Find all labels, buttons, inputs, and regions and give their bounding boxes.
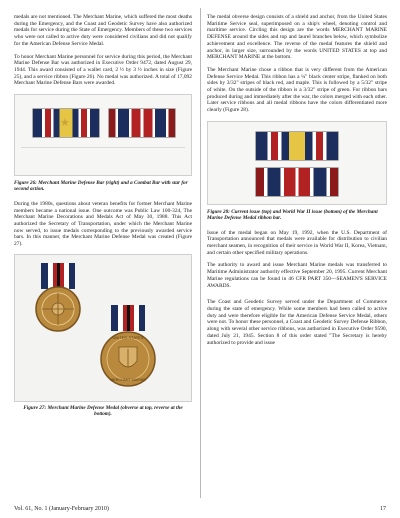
figure-28-ribbons bbox=[207, 121, 387, 205]
current-issue-ribbon bbox=[256, 132, 338, 160]
column-divider bbox=[200, 8, 201, 498]
right-paragraph-4: The authority to award and issue Merchant Marine medals was transferred to Maritime Administrator authority effective September 20, 1995. Current Merchant Marine regulations can be found in 46 CFR PART 350—SEAMEN'S SERVICE AWARDS. bbox=[207, 262, 387, 289]
right-paragraph-3: Issue of the medal began on May 19, 1992, when the U.S. Department of Transportation announced that medals were available for distribution to civilian merchant seamen, in recognition of their service in World War II, Korea, Vietnam, and certain other specified military operations. bbox=[207, 229, 387, 256]
reverse-bottom-text: MERCHANT MARINE bbox=[110, 377, 146, 382]
obverse-medal bbox=[36, 263, 80, 331]
defense-bar-ribbon bbox=[109, 109, 175, 137]
figure-26-caption: Figure 26: Merchant Marine Defense Bar (right) and a Combat Bar with star for second action. bbox=[14, 180, 188, 193]
right-paragraph-2: The Merchant Marine chose a ribbon that is very different from the American Defense Service Medal. This ribbon has a ¼" black center stripe, flanked on both sides by 3/32" stripes of black red, and maple. This is followed by a 5/32" stripe of white. On the outside of the ribbon is a 3/32" stripe of green. For ribbon bars produced during and immediately after the war, the colors merged with each other. Later service ribbons and all medal ribbons have the colors differentiated more clearly (Figure 28). bbox=[207, 66, 387, 114]
figure-27-caption: Figure 27: Merchant Marine Defense Medal (obverse at top, reverse at the bottom). bbox=[23, 404, 183, 418]
page-number: 17 bbox=[380, 506, 386, 512]
right-column bbox=[207, 0, 387, 346]
figure-28-caption: Figure 28: Current issue (top) and World War II issue (bottom) of the Merchant Marine Defense Medal ribbon bar. bbox=[207, 208, 378, 222]
reverse-medal bbox=[101, 305, 155, 386]
medal-illustration bbox=[15, 255, 191, 401]
right-paragraph-1: The medal obverse design consists of a shield and anchor, from the United States Maritime Service seal, superimposed on a ship's wheel, denoting control and maritime service. Circling this design are the words MERCHANT MARINE DEFENSE around the sides and top and laurel branches below, which symbolize achievement and excellence. The reverse of the medal features the shield and anchor, in larger size, surrounded by the words UNITED STATES at top and MERCHANT MARINE at the bottom. bbox=[207, 14, 387, 61]
left-paragraph-1: medals are not mentioned. The Merchant Marine, which suffered the most deaths during the Emergency, and the Coast and Geodetic Survey have also authorized medals for service during the State of Emergency. Members of these two services who were not called to active duty were considered civilians and did not qualify for the American Defense Service Medal. bbox=[14, 14, 192, 47]
figure-26-ribbons bbox=[14, 94, 192, 176]
left-paragraph-3: During the 1980s, questions about veteran benefits for former Merchant Marine members became a national issue. One outcome was Public Law 100-324, The Merchant Marine Decorations and Medals Act of May 30, 1988. This Act authorized the Secretary of Transportation, under which the Merchant Marine now served, to issue medals corresponding to the previously awarded service bars. In this manner, the Merchant Marine Defense Medal was created (Figure 27). bbox=[14, 200, 192, 248]
footer-volume: Vol. 61, No. 1 (January-February 2010) bbox=[14, 506, 109, 512]
star-icon: ★ bbox=[60, 116, 70, 130]
left-column bbox=[14, 0, 192, 418]
right-paragraph-5: The Coast and Geodetic Survey served under the Department of Commerce during the state of emergency. While some members had been called to active duty and were therefore eligible for the American Defense Service Medal, others were not. To honor these personnel, a Coast and Geodetic Survey Defense Ribbon, along with several other service ribbons, was authorized in Executive Order 9590, dated July 21, 1945. Section 8 of this order stated "The Secretary is hereby authorized to provide and issue bbox=[207, 299, 387, 346]
figure-27-medals bbox=[14, 254, 192, 402]
wwii-issue-ribbon bbox=[256, 168, 338, 196]
figure-divider bbox=[21, 147, 185, 148]
reverse-top-text: UNITED STATES bbox=[112, 334, 144, 340]
left-paragraph-2: To honor Merchant Marine personnel for service during this period, the Merchant Marine Defense Bar was authorized in Executive Order 9472, dated August 29, 1944. This award consisted of a wallet card, 2 ½ by 3 ½ inches in size (Figure 25), and a service ribbon (Figure 26). No medal was authorized. A total of 17,092 Merchant Marine Defense Bars were awarded. bbox=[14, 53, 192, 87]
